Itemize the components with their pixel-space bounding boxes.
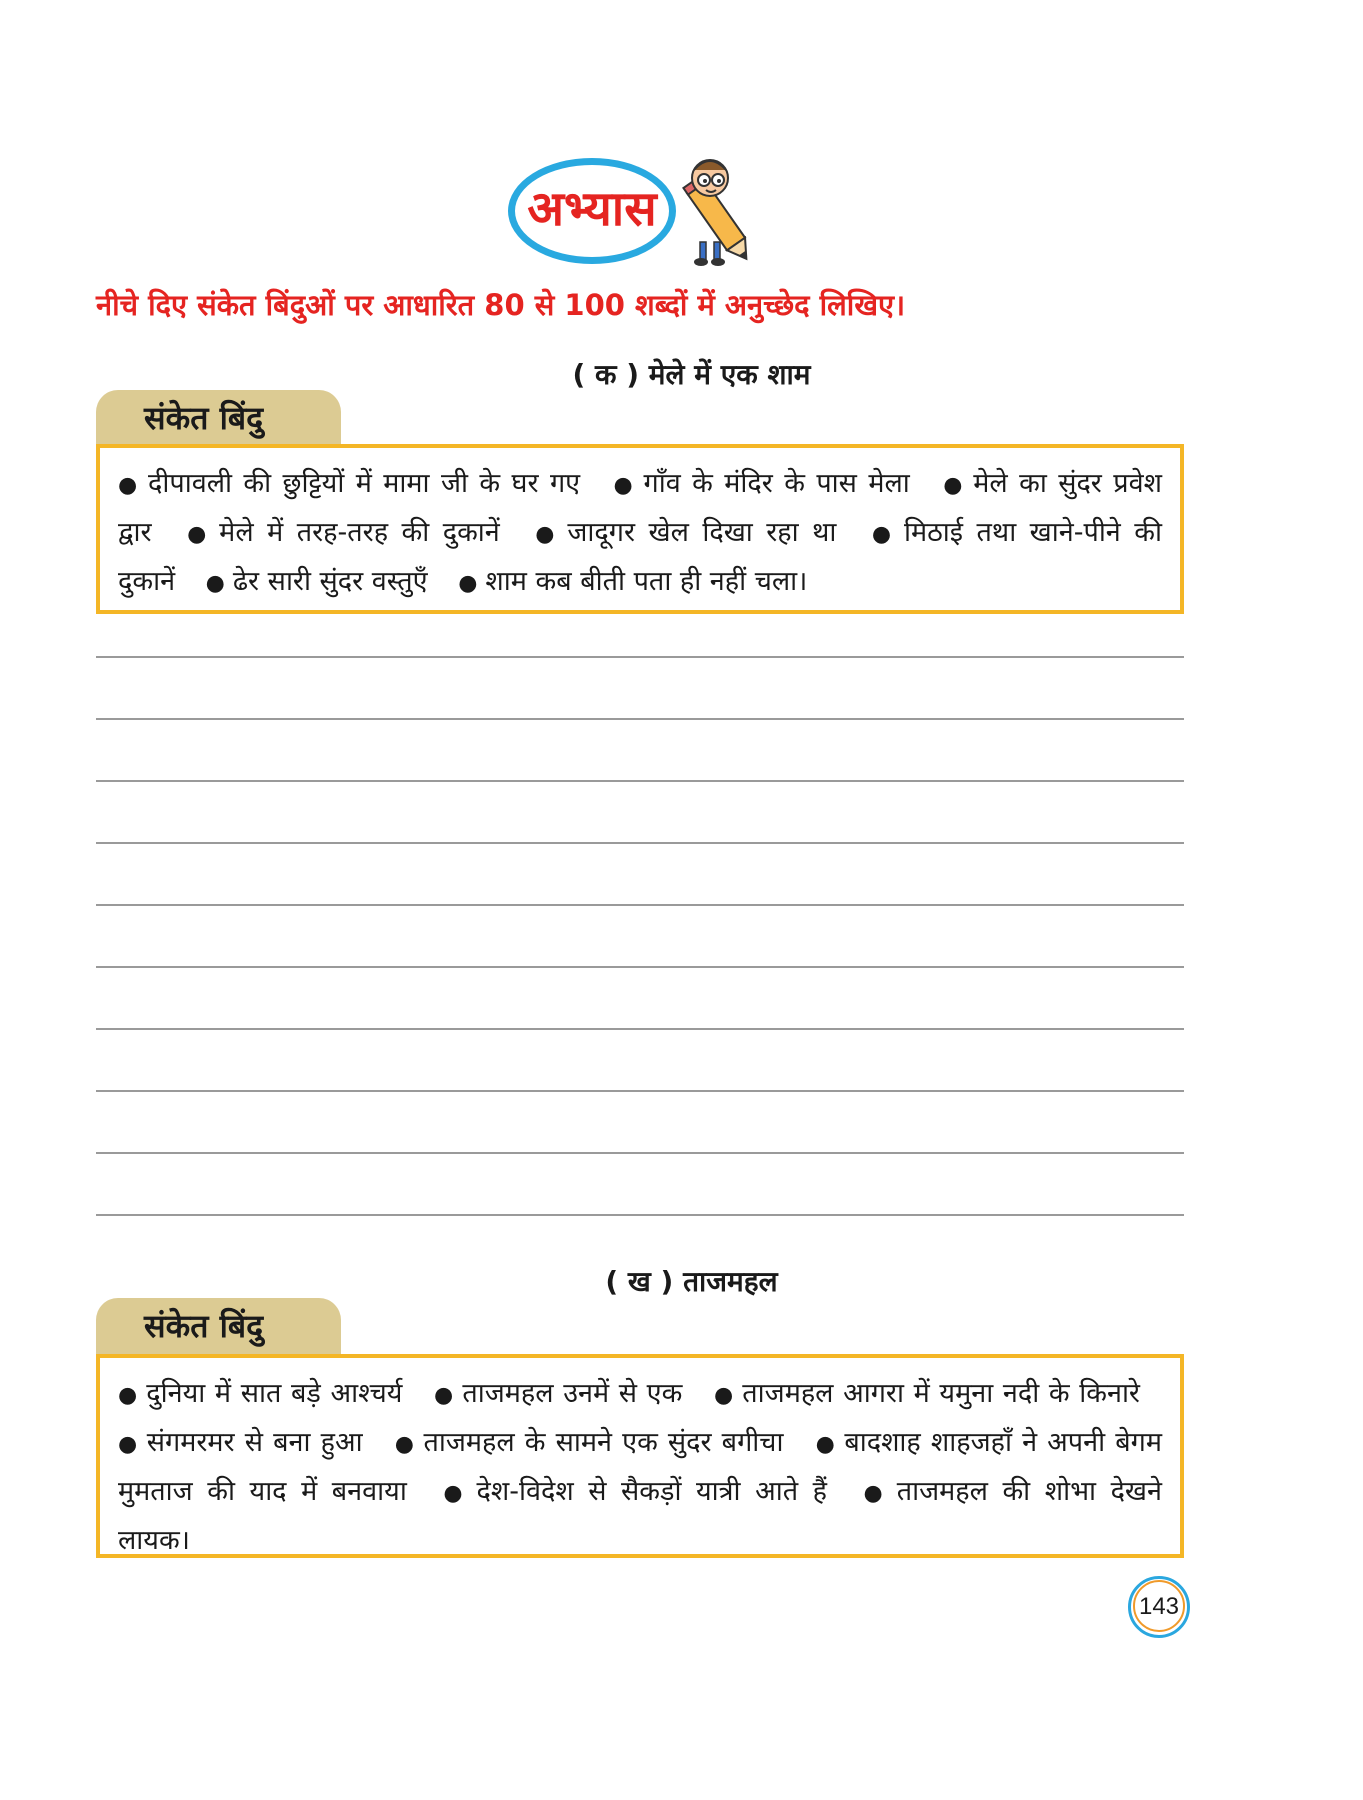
- bullet-icon: ●: [943, 473, 966, 498]
- bullet-icon: ●: [863, 1481, 889, 1506]
- hint-item: ● दीपावली की छुट्टियों में मामा जी के घर गए: [118, 468, 581, 499]
- section-b-hint-tab-label: संकेत बिंदु: [144, 1307, 264, 1345]
- bullet-icon: ●: [434, 1383, 455, 1408]
- writing-line[interactable]: [96, 1214, 1184, 1216]
- exercise-badge: [508, 158, 676, 264]
- hint-item: ● बादशाह शाहजहाँ ने अपनी बेगम मुमताज की याद में बनवाया: [118, 1427, 1163, 1507]
- hint-item: ● संगमरमर से बना हुआ: [118, 1427, 363, 1458]
- writing-line[interactable]: [96, 656, 1184, 658]
- writing-line[interactable]: [96, 842, 1184, 844]
- page-number-badge: [1128, 1576, 1190, 1638]
- bullet-icon: ●: [118, 473, 141, 498]
- bullet-icon: ●: [394, 1432, 416, 1457]
- writing-line[interactable]: [96, 1028, 1184, 1030]
- section-a-hint-tab: [96, 390, 341, 446]
- instruction-text: नीचे दिए संकेत बिंदुओं पर आधारित 80 से 100 शब्दों में अनुच्छेद लिखिए।: [96, 288, 906, 322]
- hint-item: ● जादूगर खेल दिखा रहा था: [535, 517, 837, 548]
- section-a-hint-tab-label: संकेत बिंदु: [144, 399, 264, 437]
- hint-item: ● ताजमहल आगरा में यमुना नदी के किनारे: [714, 1378, 1140, 1409]
- section-b-hint-tab: [96, 1298, 341, 1354]
- section-a-title: ( क ) मेले में एक शाम: [572, 358, 811, 391]
- writing-line[interactable]: [96, 718, 1184, 720]
- bullet-icon: ●: [613, 473, 636, 498]
- writing-line[interactable]: [96, 1090, 1184, 1092]
- section-a-hint-list: [118, 460, 1162, 607]
- section-b-hint-box: [96, 1354, 1184, 1558]
- bullet-icon: ●: [187, 522, 212, 547]
- section-b-title: ( ख ) ताजमहल: [605, 1265, 778, 1298]
- pencil-mascot-icon: [668, 150, 768, 270]
- bullet-icon: ●: [118, 1383, 139, 1408]
- writing-line[interactable]: [96, 780, 1184, 782]
- hint-item: ● गाँव के मंदिर के पास मेला: [613, 468, 910, 499]
- bullet-icon: ●: [118, 1432, 139, 1457]
- bullet-icon: ●: [714, 1383, 735, 1408]
- hint-item: ● ताजमहल उनमें से एक: [434, 1378, 683, 1409]
- hint-item: ● शाम कब बीती पता ही नहीं चला।: [458, 566, 808, 597]
- hint-item: ● दुनिया में सात बड़े आश्चर्य: [118, 1378, 403, 1409]
- bullet-icon: ●: [458, 571, 478, 596]
- exercise-header: [508, 150, 778, 270]
- exercise-badge-text: अभ्यास: [527, 181, 657, 237]
- section-b-hint-list: [118, 1370, 1162, 1564]
- hint-item: ● मेले का सुंदर प्रवेश द्वार: [118, 468, 1162, 548]
- hint-item: ● ढेर सारी सुंदर वस्तुएँ: [205, 566, 428, 597]
- hint-item: ● देश-विदेश से सैकड़ों यात्री आते हैं: [443, 1476, 827, 1507]
- hint-item: ● मिठाई तथा खाने-पीने की दुकानें: [118, 517, 1163, 597]
- bullet-icon: ●: [535, 522, 560, 547]
- bullet-icon: ●: [815, 1432, 837, 1457]
- section-a-hint-box: [96, 444, 1184, 614]
- hint-item: ● मेले में तरह-तरह की दुकानें: [187, 517, 500, 548]
- page-number: 143: [1138, 1593, 1180, 1620]
- bullet-icon: ●: [871, 522, 896, 547]
- bullet-icon: ●: [205, 571, 225, 596]
- hint-item: ● ताजमहल की शोभा देखने लायक।: [118, 1476, 1162, 1556]
- writing-line[interactable]: [96, 1152, 1184, 1154]
- writing-line[interactable]: [96, 904, 1184, 906]
- bullet-icon: ●: [443, 1481, 469, 1506]
- writing-line[interactable]: [96, 966, 1184, 968]
- hint-item: ● ताजमहल के सामने एक सुंदर बगीचा: [394, 1427, 784, 1458]
